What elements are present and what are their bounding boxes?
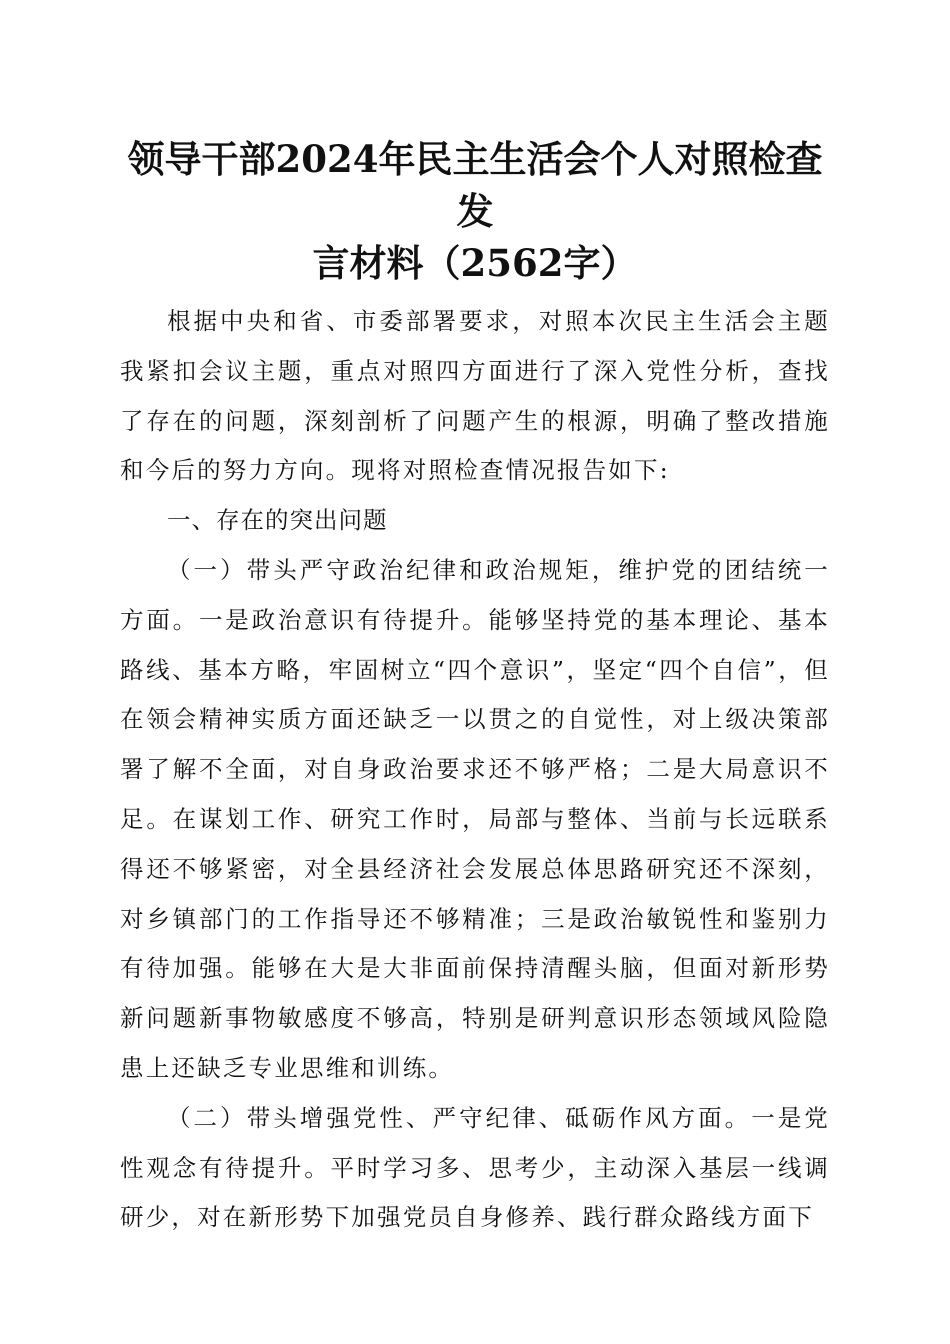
- section-heading: 一、存在的突出问题: [167, 506, 388, 535]
- title-line-1: 领导干部2024年民主生活会个人对照检查发: [127, 137, 823, 233]
- body-paragraph-2: （二）带头增强党性、严守纪律、砥砺作风方面。一是党性观念有待提升。平时学习多、思考少，主动深入基层一线调研少，对在新形势下加强党员自身修养、践行群众路线方面下: [120, 1103, 830, 1232]
- intro-paragraph: 根据中央和省、市委部署要求，对照本次民主生活会主题我紧扣会议主题，重点对照四方面进行了深入党性分析，查找了存在的问题，深刻剖析了问题产生的根源，明确了整改措施和今后的努力方向。现将对照检查情况报告如下:: [120, 307, 830, 485]
- document-title: [120, 133, 830, 289]
- title-line-2: 言材料（2562字）: [312, 241, 638, 285]
- body-paragraph-1: （一）带头严守政治纪律和政治规矩，维护党的团结统一方面。一是政治意识有待提升。能够坚持党的基本理论、基本路线、基本方略，牢固树立“四个意识”，坚定“四个自信”，但在领会精神实质方面还缺乏一以贯之的自觉性，对上级决策部署了解不全面，对自身政治要求还不够严格；二是大局意识不足。在谋划工作、研究工作时，局部与整体、当前与长远联系得还不够紧密，对全县经济社会发展总体思路研究还不深刻，对乡镇部门的工作指导还不够精准；三是政治敏锐性和鉴别力有待加强。能够在大是大非面前保持清醒头脑，但面对新形势新问题新事物敏感度不够高，特别是研判意识形态领域风险隐患上还缺乏专业思维和训练。: [120, 555, 830, 1082]
